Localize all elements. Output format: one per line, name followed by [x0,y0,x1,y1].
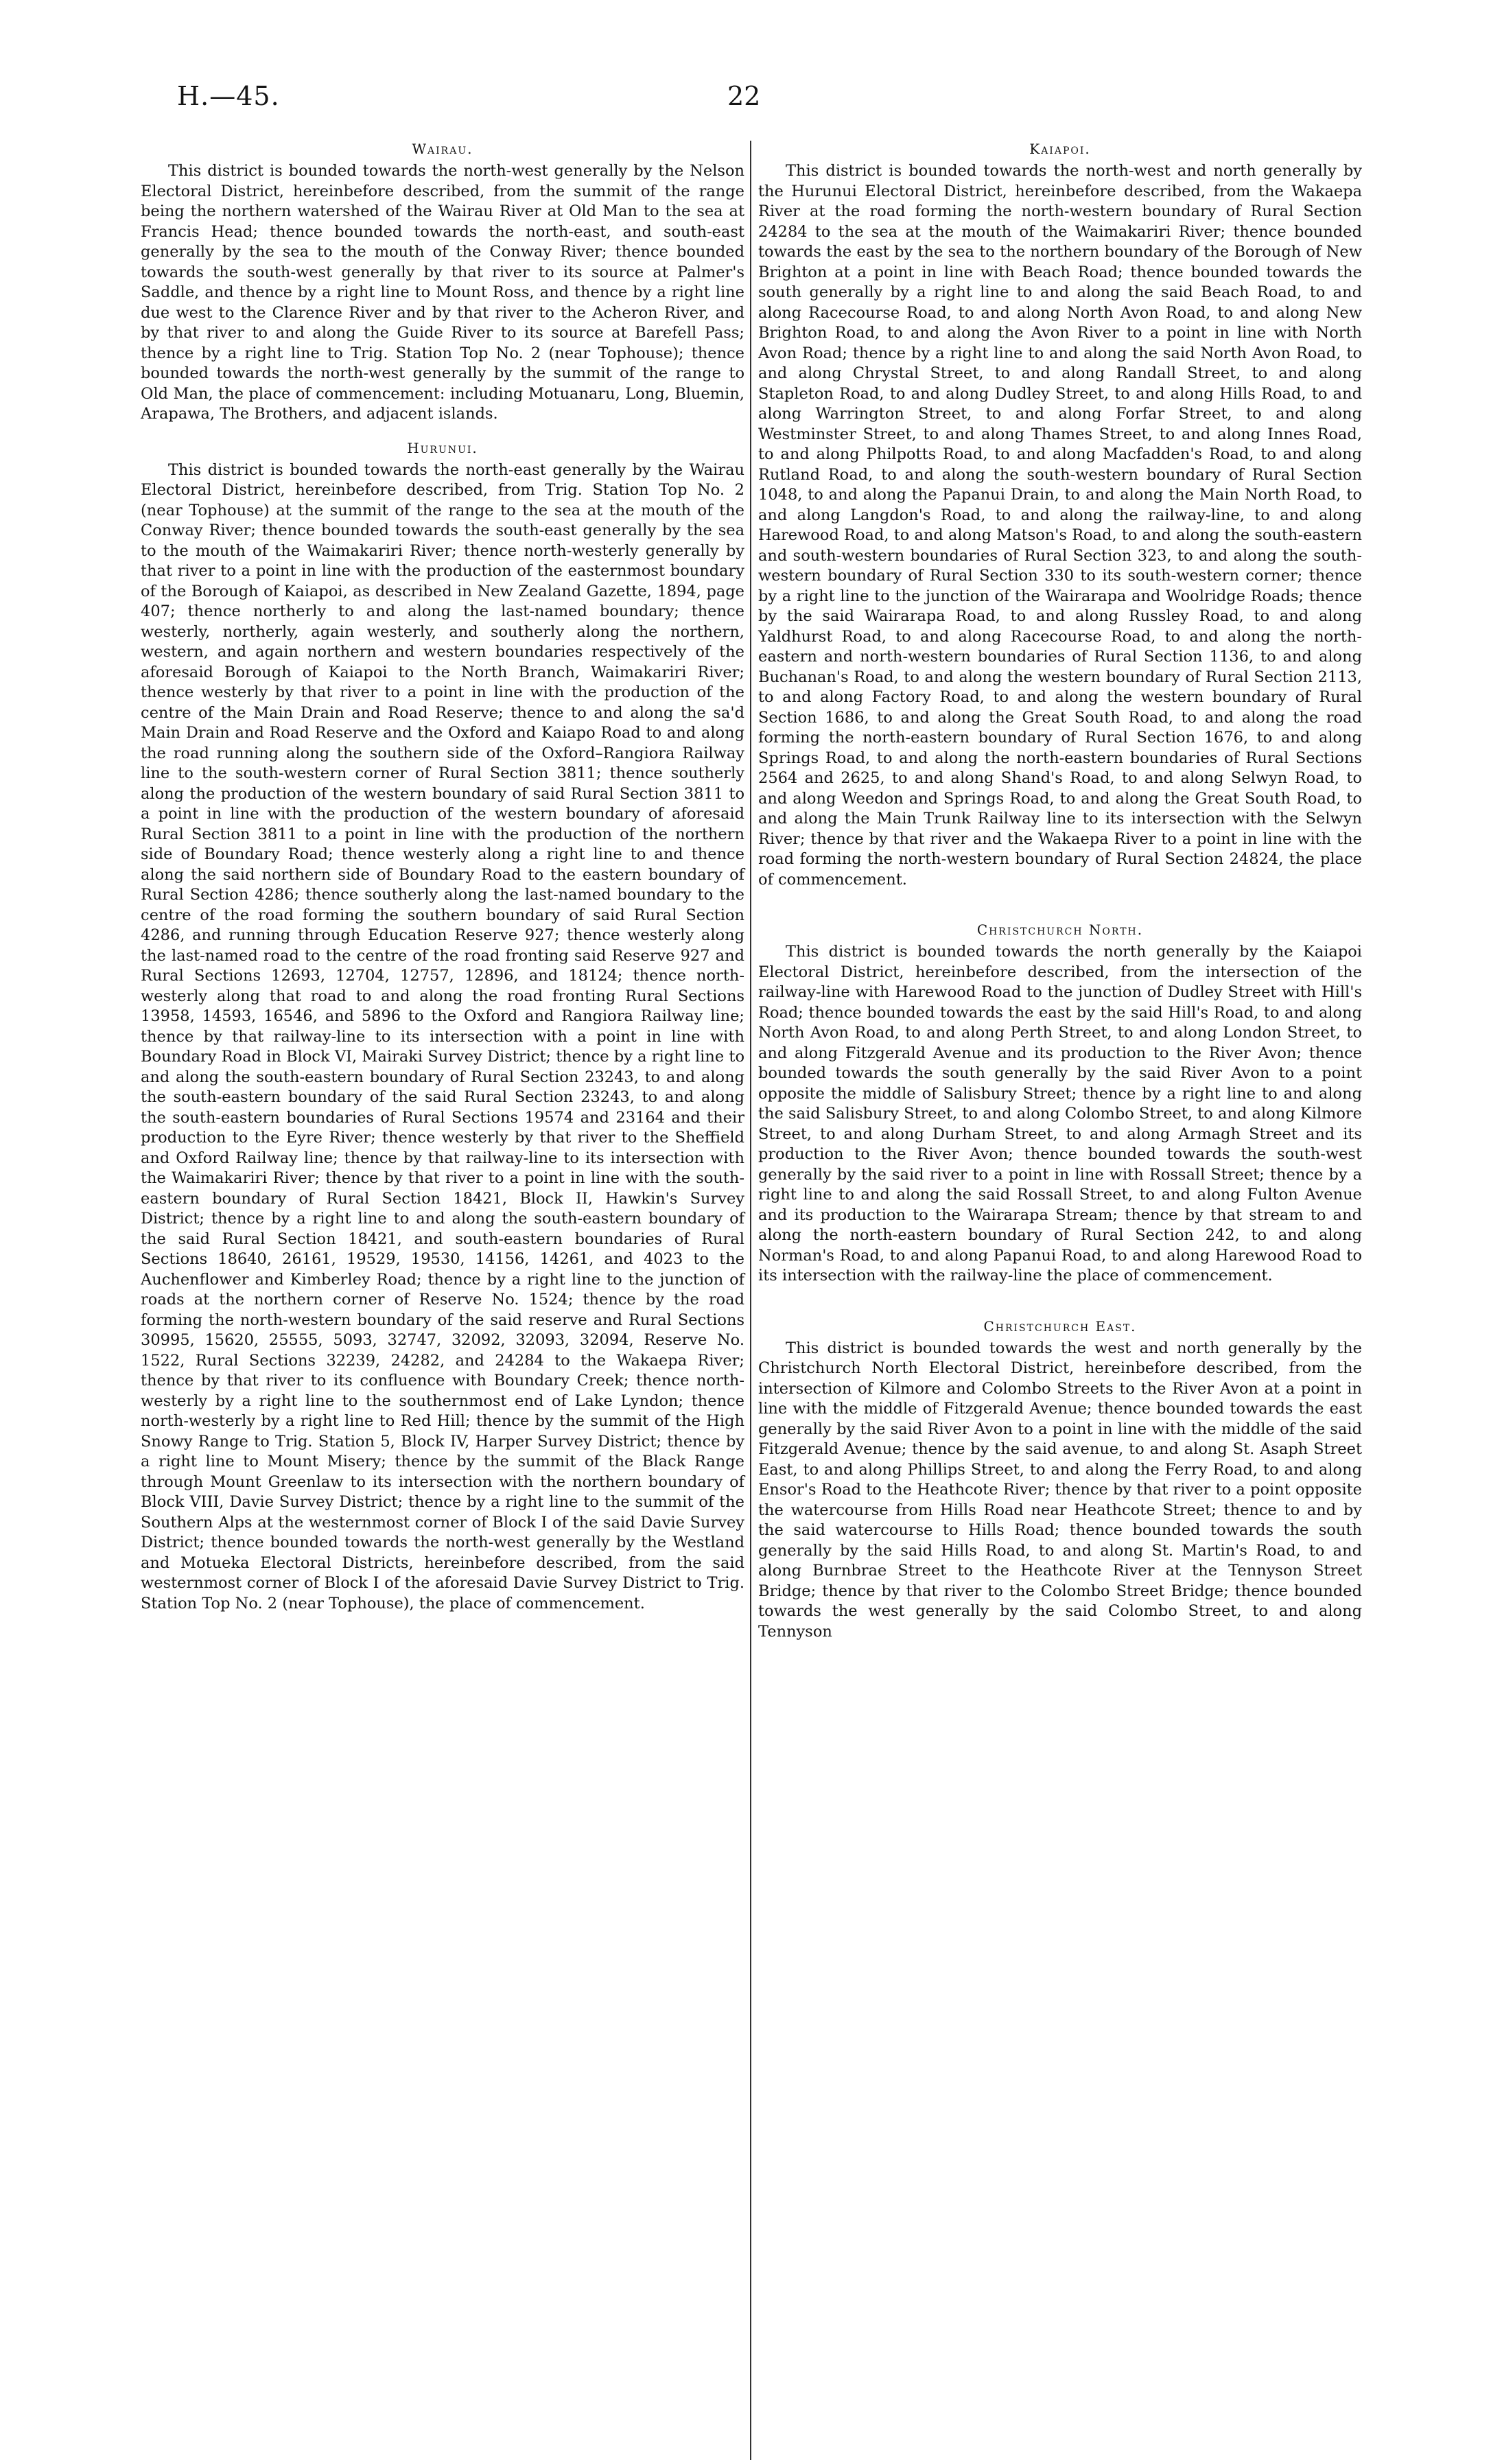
section-gap [758,905,1362,922]
section-title-hurunui: Hurunui. [407,439,478,456]
section-hurunui [141,440,744,1615]
section-gap [758,1302,1362,1318]
section-christchurch-north [758,922,1362,1287]
section-title-kaiapoi: Kaiapoi. [1029,141,1091,157]
section-body-christchurch-north: This district is bounded towards the north generally by the Kaiapoi Electoral District, hereinbefore described, from the intersection of the railway-line with Harewood Road to the junction of Dudley Street with Hill's Road; thence bounded towards the east by the said Hill's Road, to and along North Avon Road, to and along Perth Street, to and along London Street, to and along Fitzgerald Avenue and its production to the River Avon; thence bounded towards the south generally by the said River Avon to a point opposite the middle of Salisbury Street; thence by a right line to and along the said Salisbury Street, to and along Colombo Street, to and along Kilmore Street, to and along Durham Street, to and along Armagh Street and its production to the River Avon; thence bounded towards the south-west generally by the said river to a point in line with Rossall Street; thence by a right line to and along the said Rossall Street, to and along Fulton Avenue and its production to the Wairarapa Stream; thence by that stream to and along the north-eastern boundary of Rural Section 242, to and along Norman's Road, to and along Papanui Road, to and along Harewood Road to its intersection with the railway-line the place of commencement. [758,943,1362,1284]
section-body-wairau: This district is bounded towards the north-west generally by the Nelson Electoral District, hereinbefore described, from the summit of the range being the northern watershed of the Wairau River at Old Man to the sea at Francis Head; thence bounded towards the north-east, and south-east generally by the sea to the mouth of the Conway River; thence bounded towards the south-west generally by that river to its source at Palmer's Saddle, and thence by a right line to Mount Ross, and thence by a right line due west to the Clarence River and by that river to the Acheron River, and by that river to and along the Guide River to its source at Barefell Pass; thence by a right line to Trig. Station Top No. 2 (near Tophouse); thence bounded towards the north-west generally by the summit of the range to Old Man, the place of commencement: including Motuanaru, Long, Bluemin, Arapawa, The Brothers, and adjacent islands. [141,162,744,423]
page-number: 22 [727,81,761,111]
section-body-christchurch-east: This district is bounded towards the west and north generally by the Christchurch North Electoral District, hereinbefore described, from the intersection of Kilmore and Colombo Streets to the River Avon at a point in line with the middle of Fitzgerald Avenue; thence bounded towards the east generally by the said River Avon to a point in line with the middle of the said Fitzgerald Avenue; thence by the said avenue, to and along St. Asaph Street East, to and along Phillips Street, to and along the Ferry Road, to and along Ensor's Road to the Heathcote River; thence by that river to a point opposite the watercourse from Hills Road near Heathcote Street; thence to and by the said watercourse to Hills Road; thence bounded towards the south generally by the said Hills Road, to and along St. Martin's Road, to and along Burnbrae Street to the Heathcote River at the Tennyson Street Bridge; thence by that river to the Colombo Street Bridge; thence bounded towards the west generally by the said Colombo Street, to and along Tennyson [758,1339,1362,1641]
section-wairau [141,141,744,425]
left-column [141,141,744,1629]
column-divider [750,141,751,2460]
document-code: H.—45. [177,81,280,111]
right-column [758,141,1362,1657]
section-christchurch-east [758,1318,1362,1643]
section-kaiapoi [758,141,1362,890]
section-title-wairau: Wairau. [412,141,473,157]
section-body-kaiapoi: This district is bounded towards the north-west and north generally by the Hurunui Electoral District, hereinbefore described, from the Wakaepa River at the road forming the north-western boundary of Rural Section 24284 to the sea at the mouth of the Waimakariri River; thence bounded towards the east by the sea to the northern boundary of the Borough of New Brighton at a point in line with Beach Road; thence bounded towards the south generally by a right line to and along the said Beach Road, to and along Racecourse Road, to and along North Avon Road, to and along New Brighton Road, to and along the Avon River to a point in line with North Avon Road; thence by a right line to and along the said North Avon Road, to and along Chrystal Street, to and along Randall Street, to and along Stapleton Road, to and along Dudley Street, to and along Hills Road, to and along Warrington Street, to and along Forfar Street, to and along Westminster Street, to and along Thames Street, to and along Innes Road, to and along Philpotts Road, to and along Macfadden's Road, to and along Rutland Road, to and along the south-western boundary of Rural Section 1048, to and along the Papanui Drain, to and along the Main North Road, to and along Langdon's Road, to and along the railway-line, to and along Harewood Road, to and along Matson's Road, to and along the south-eastern and south-western boundaries of Rural Section 323, to and along the south-western boundary of Rural Section 330 to its south-western corner; thence by a right line to the junction of the Wairarapa and Woolridge Roads; thence by the said Wairarapa Road, to and along Russley Road, to and along Yaldhurst Road, to and along Racecourse Road, to and along the north-eastern and north-western boundaries of Rural Section 1136, to and along Buchanan's Road, to and along the western boundary of Rural Section 2113, to and along Factory Road, to and along the western boundary of Rural Section 1686, to and along the Great South Road, to and along the road forming the north-eastern boundary of Rural Section 1676, to and along Springs Road, to and along the north-eastern boundaries of Rural Sections 2564 and 2625, to and along Shand's Road, to and along Selwyn Road, to and along Weedon and Springs Road, to and along the Great South Road, to and along the Main Trunk Railway line to its intersection with the Selwyn River; thence by that river and the Wakaepa River to a point in line with the road forming the north-western boundary of Rural Section 24824, the place of commencement. [758,162,1362,889]
section-title-christchurch-north: Christchurch North. [976,922,1144,938]
section-title-christchurch-east: Christchurch East. [983,1317,1137,1335]
section-body-hurunui: This district is bounded towards the north-east generally by the Wairau Electoral District, hereinbefore described, from Trig. Station Top No. 2 (near Tophouse) at the summit of the range to the sea at the mouth of the Conway River; thence bounded towards the south-east generally by the sea to the mouth of the Waimakariri River; thence north-westerly generally by that river to a point in line with the production of the easternmost boundary of the Borough of Kaiapoi, as described in New Zealand Gazette, 1894, page 407; thence northerly to and along the last-named boundary; thence westerly, northerly, again westerly, and southerly along the northern, western, and again northern and western boundaries respectively of the aforesaid Borough of Kaiapoi to the North Branch, Waimakariri River; thence westerly by that river to a point in line with the production of the centre of the Main Drain and Road Reserve; thence to and along the sa'd Main Drain and Road Reserve and the Oxford and Kaiapo Road to and along the road running along the southern side of the Oxford–Rangiora Railway line to the south-western corner of Rural Section 3811; thence southerly along the production of the western boundary of said Rural Section 3811 to a point in line with the production of the western boundary of aforesaid Rural Section 3811 to a point in line with the production of the northern side of Boundary Road; thence westerly along a right line to and thence along the said northern side of Boundary Road to the eastern boundary of Rural Section 4286; thence southerly along the last-named boundary to the centre of the road forming the southern boundary of said Rural Section 4286, and running through Education Reserve 927; thence westerly along the last-named road to the centre of the road fronting said Reserve 927 and Rural Sections 12693, 12704, 12757, 12896, and 18124; thence north-westerly along that road to and along the road fronting Rural Sections 13958, 14593, 16546, and 5896 to the Oxford and Rangiora Railway line; thence by that railway-line to its intersection with a point in line with Boundary Road in Block VI, Mairaki Survey District; thence by a right line to and along the south-eastern boundary of Rural Section 23243, to and along the south-eastern boundary of the said Rural Section 23243, to and along the south-eastern boundaries of Rural Sections 19574 and 23164 and their production to the Eyre River; thence westerly by that river to the Sheffield and Oxford Railway line; thence by that railway-line to its intersection with the Waimakariri River; thence by that river to a point in line with the south-eastern boundary of Rural Section 18421, Block II, Hawkin's Survey District; thence by a right line to and along the south-eastern boundary of the said Rural Section 18421, and south-eastern boundaries of Rural Sections 18640, 26161, 19529, 19530, 14156, 14261, and 4023 to the Auchenflower and Kimberley Road; thence by a right line to the junction of roads at the northern corner of Reserve No. 1524; thence by the road forming the north-western boundary of the said reserve and Rural Sections 30995, 15620, 25555, 5093, 32747, 32092, 32093, 32094, Reserve No. 1522, Rural Sections 32239, 24282, and 24284 to the Wakaepa River; thence by that river to its confluence with Boundary Creek; thence north-westerly by a right line to the southernmost end of Lake Lyndon; thence north-westerly by a right line to Red Hill; thence by the summit of the High Snowy Range to Trig. Station 5, Block IV, Harper Survey District; thence by a right line to Mount Misery; thence by the summit of the Black Range through Mount Greenlaw to its intersection with the northern boundary of Block VIII, Davie Survey District; thence by a right line to the summit of the Southern Alps at the westernmost corner of Block I of the said Davie Survey District; thence bounded towards the north-west generally by the Westland and Motueka Electoral Districts, hereinbefore described, from the said westernmost corner of Block I of the aforesaid Davie Survey District to Trig. Station Top No. 2 (near Tophouse), the place of commencement. [141,460,744,1612]
